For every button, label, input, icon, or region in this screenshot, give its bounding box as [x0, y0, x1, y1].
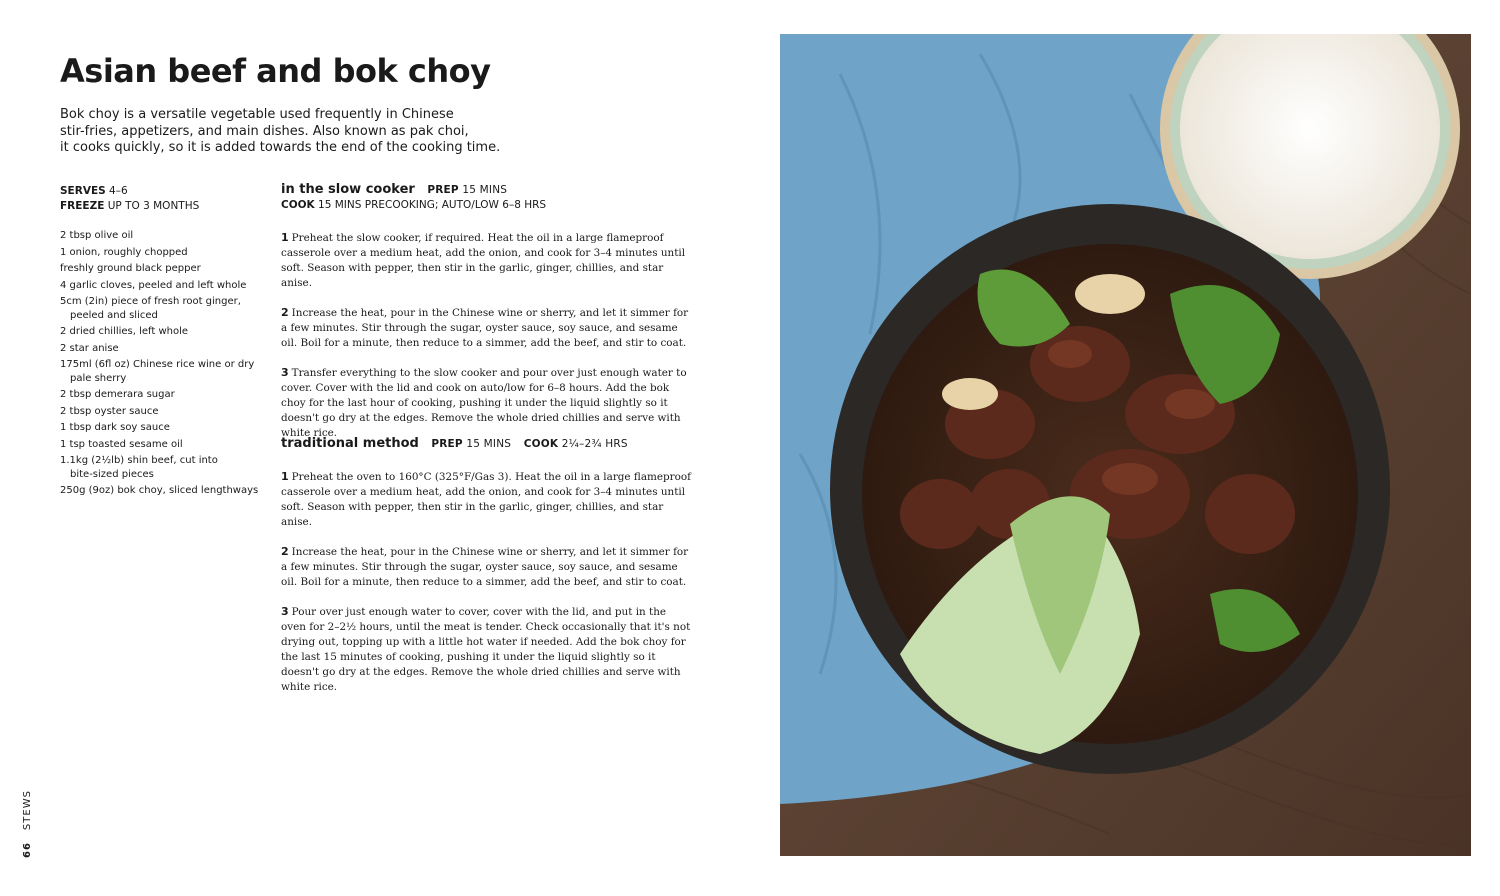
- ingredient-line: 1 tsp toasted sesame oil: [60, 438, 183, 450]
- ingredient-item: [60, 325, 265, 339]
- ingredient-item: [60, 358, 265, 385]
- ingredient-line: 250g (9oz) bok choy, sliced lengthways: [60, 485, 259, 496]
- ingredient-continuation: peeled and sliced: [70, 309, 158, 321]
- ingredient-continuation: pale sherry: [70, 372, 127, 384]
- method-title: in the slow cooker: [281, 182, 415, 197]
- intro-line: Bok choy is a versatile vegetable used frequently in Chinese: [60, 107, 454, 122]
- method-step: [281, 305, 693, 351]
- prep-value: 15 MINS: [462, 184, 508, 196]
- page-number: 66: [22, 842, 33, 858]
- ingredient-line: 2 star anise: [60, 342, 119, 354]
- prep-value: 15 MINS: [466, 438, 512, 450]
- freeze-value: UP TO 3 MONTHS: [107, 200, 200, 212]
- step-number: 1: [281, 470, 289, 483]
- ingredient-line: 4 garlic cloves, peeled and left whole: [60, 279, 247, 291]
- cook-label: COOK: [523, 438, 559, 450]
- prep-label: PREP: [427, 184, 459, 196]
- method-heading: [281, 182, 701, 197]
- ingredient-list: [60, 229, 265, 501]
- method-step: [281, 230, 693, 291]
- ingredient-line: freshly ground black pepper: [60, 263, 201, 274]
- ingredient-line: 1.1kg (2½lb) shin beef, cut into: [60, 455, 218, 466]
- freeze-label: FREEZE: [60, 200, 105, 212]
- ingredient-item: [60, 438, 265, 452]
- page-footer-sidebar: [22, 790, 33, 858]
- ingredient-item: [60, 342, 265, 356]
- method-title: traditional method: [281, 436, 419, 451]
- ingredient-line: 2 tbsp oyster sauce: [60, 405, 159, 417]
- step-text: Transfer everything to the slow cooker and pour over just enough water to cover. Cover with the lid and cook on auto/low for 6–8 hours. Add the bok choy for the last hour of cooking, pushing it under the liquid slightly so it doesn't go dry at the edges. Remove the whole dried chillies and serve with white rice.: [281, 367, 687, 439]
- step-text: Pour over just enough water to cover, cover with the lid, and put in the oven for 2–2½ hours, until the meat is tender. Check occasionally that it's not drying out, topping up with a little hot water if needed. Add the bok choy for the last 15 minutes of cooking, pushing it under the liquid slightly so it doesn't go dry at the edges. Remove the whole dried chillies and serve with white rice.: [281, 606, 691, 693]
- recipe-intro: [60, 107, 500, 157]
- serves-value: 4–6: [109, 185, 128, 197]
- ingredient-item: [60, 229, 265, 243]
- method-step: [281, 544, 693, 590]
- ingredient-line: 5cm (2in) piece of fresh root ginger,: [60, 296, 241, 307]
- prep-time: [431, 438, 511, 450]
- step-number: 3: [281, 605, 289, 618]
- ingredient-line: 1 tbsp dark soy sauce: [60, 422, 170, 433]
- section-name: STEWS: [22, 790, 33, 831]
- step-text: Preheat the oven to 160°C (325°F/Gas 3). Heat the oil in a large flameproof casserole over a medium heat, add the onion, and cook for 3–4 minutes until soft. Season with pepper, then stir in the garlic, ginger, chillies, and star anise.: [281, 471, 691, 528]
- method-heading: [281, 436, 701, 451]
- ingredient-item: [60, 388, 265, 402]
- cook-value: 2¼–2¾ HRS: [561, 438, 628, 450]
- recipe-title: Asian beef and bok choy: [60, 52, 491, 90]
- ingredient-item: [60, 454, 265, 481]
- ingredient-item: [60, 279, 265, 293]
- method-step: [281, 365, 693, 441]
- ingredient-line: 2 tbsp demerara sugar: [60, 389, 175, 400]
- slow-cooker-method: [281, 182, 701, 441]
- ingredient-item: [60, 421, 265, 435]
- step-text: Increase the heat, pour in the Chinese wine or sherry, and let it simmer for a few minutes. Stir through the sugar, oyster sauce, soy sauce, and sesame oil. Boil for a minute, then reduce to a simmer, add the beef, and stir to coat.: [281, 307, 689, 349]
- step-text: Preheat the slow cooker, if required. Heat the oil in a large flameproof casserole over a medium heat, add the onion, and cook for 3–4 minutes until soft. Season with pepper, then stir in the garlic, ginger, chillies, and star anise.: [281, 232, 686, 289]
- step-number: 3: [281, 366, 289, 379]
- method-step: [281, 604, 693, 695]
- cook-label: COOK: [281, 199, 315, 211]
- servings-info: [60, 184, 199, 214]
- serves-line: [60, 184, 199, 199]
- ingredient-item: [60, 246, 265, 260]
- ingredient-line: 2 dried chillies, left whole: [60, 326, 189, 337]
- prep-time: [427, 184, 507, 196]
- ingredient-continuation: bite-sized pieces: [70, 468, 154, 480]
- ingredient-line: 2 tbsp olive oil: [60, 230, 134, 241]
- method-step: [281, 469, 693, 530]
- ingredient-line: 175ml (6fl oz) Chinese rice wine or dry: [60, 359, 255, 370]
- dish-photo: [780, 34, 1471, 856]
- freeze-line: [60, 199, 199, 214]
- step-number: 2: [281, 545, 289, 558]
- step-text: Increase the heat, pour in the Chinese wine or sherry, and let it simmer for a few minutes. Stir through the sugar, oyster sauce, soy sauce, and sesame oil. Boil for a minute, then reduce to a simmer, add the beef, and stir to coat.: [281, 546, 689, 588]
- step-number: 2: [281, 306, 289, 319]
- prep-label: PREP: [431, 438, 463, 450]
- step-number: 1: [281, 231, 289, 244]
- ingredient-item: [60, 405, 265, 419]
- ingredient-item: [60, 484, 265, 498]
- traditional-method: [281, 436, 701, 695]
- cook-value: 15 MINS PRECOOKING; AUTO/LOW 6–8 HRS: [318, 199, 547, 211]
- intro-line: it cooks quickly, so it is added towards the end of the cooking time.: [60, 140, 501, 155]
- serves-label: SERVES: [60, 185, 106, 197]
- ingredient-item: [60, 262, 265, 276]
- ingredient-item: [60, 295, 265, 322]
- cook-time: [524, 438, 628, 450]
- ingredient-line: 1 onion, roughly chopped: [60, 246, 188, 258]
- cook-time: [281, 199, 701, 211]
- dish-illustration: [780, 34, 1471, 856]
- intro-line: stir-fries, appetizers, and main dishes. Also known as pak choi,: [60, 123, 469, 139]
